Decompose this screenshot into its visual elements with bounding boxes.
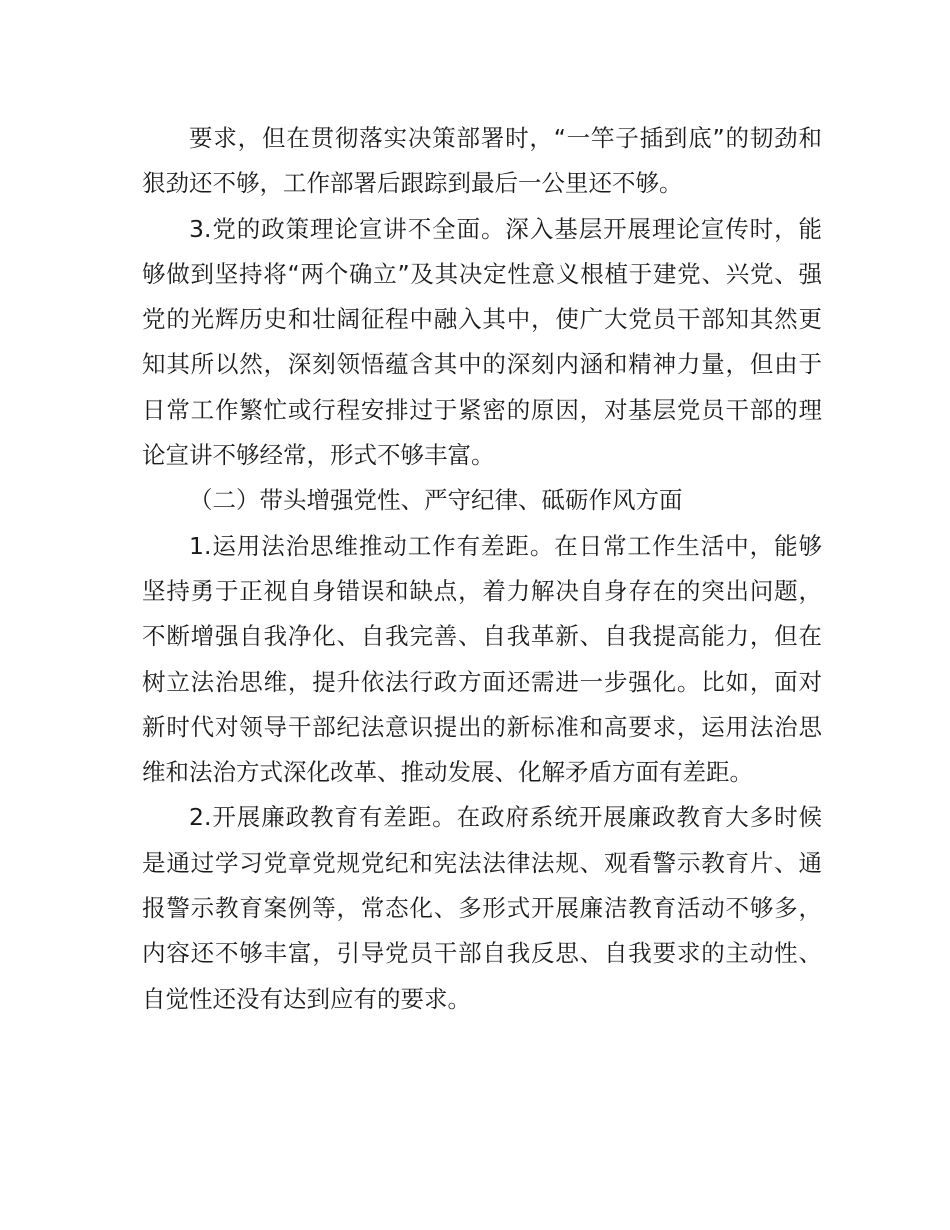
paragraph-continued-requirements: 要求，但在贯彻落实决策部署时，“一竿子插到底”的韧劲和狠劲还不够，工作部署后跟踪到最后一公里还不够。 — [142, 124, 822, 198]
document-body — [142, 116, 822, 1022]
paragraph-rule-of-law-thinking: 1.运用法治思维推动工作有差距。在日常工作生活中，能够坚持勇于正视自身错误和缺点，着力解决自身存在的突出问题，不断增强自我净化、自我完善、自我革新、自我提高能力，但在树立法治思维，提升依法行政方面还需进一步强化。比如，面对新时代对领导干部纪法意识提出的新标准和高要求，运用法治思维和法治方式深化改革、推动发展、化解矛盾方面有差距。 — [142, 531, 822, 787]
section-heading-party-discipline: （二）带头增强党性、严守纪律、砥砺作风方面 — [189, 486, 683, 515]
paragraph-policy-theory-lecture: 3.党的政策理论宣讲不全面。深入基层开展理论宣传时，能够做到坚持将“两个确立”及其决定性意义根植于建党、兴党、强党的光辉历史和壮阔征程中融入其中，使广大党员干部知其然更知其所以然，深刻领悟蕴含其中的深刻内涵和精神力量，但由于日常工作繁忙或行程安排过于紧密的原因，对基层党员干部的理论宣讲不够经常，形式不够丰富。 — [142, 214, 822, 470]
paragraph-integrity-education: 2.开展廉政教育有差距。在政府系统开展廉政教育大多时候是通过学习党章党规党纪和宪法法律法规、观看警示教育片、通报警示教育案例等，常态化、多形式开展廉洁教育活动不够多，内容还不够丰富，引导党员干部自我反思、自我要求的主动性、自觉性还没有达到应有的要求。 — [142, 803, 822, 1013]
